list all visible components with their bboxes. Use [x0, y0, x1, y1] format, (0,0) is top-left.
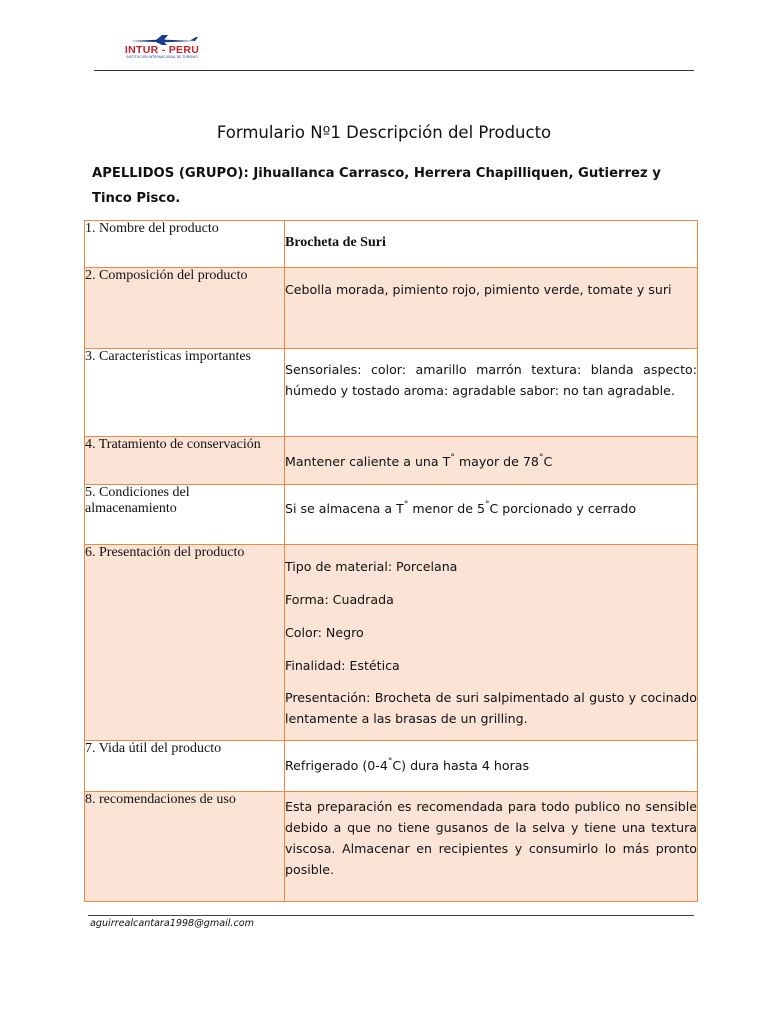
group-members: APELLIDOS (GRUPO): Jihuallanca Carrasco, Herrera Chapilliquen, Gutierrez y Tinco Pisco. [92, 166, 661, 206]
footer-divider [88, 915, 694, 916]
form-row [85, 485, 698, 545]
page-header [94, 34, 694, 71]
storage-text: Si se almacena a T° menor de 5°C porcionado y cerrado [285, 500, 637, 516]
row-label: 8. recomendaciones de uso [85, 792, 285, 902]
row-value [285, 741, 698, 792]
presentation-list [285, 545, 697, 729]
list-item: Color: Negro [285, 625, 364, 640]
list-item: Forma: Cuadrada [285, 592, 394, 607]
row-value [285, 485, 698, 545]
list-item: Finalidad: Estética [285, 658, 400, 673]
characteristics-text: Sensoriales: color: amarillo marrón textura: blanda aspecto: húmedo y tostado aroma: agradable sabor: no tan agradable. [285, 362, 697, 398]
form-row [85, 268, 698, 349]
form-row [85, 349, 698, 437]
row-label: 3. Características importantes [85, 349, 285, 437]
list-item: Presentación: Brocheta de suri salpimentado al gusto y cocinado lentamente a las brasas de un grilling. [285, 690, 697, 726]
row-label: 6. Presentación del producto [85, 545, 285, 741]
form-row [85, 221, 698, 268]
row-label: 5. Condiciones del almacenamiento [85, 485, 285, 545]
row-value [285, 268, 698, 349]
composition-text: Cebolla morada, pimiento rojo, pimiento verde, tomate y suri [285, 282, 672, 297]
row-value [285, 221, 698, 268]
footer-email: aguirrealcantara1998@gmail.com [90, 918, 254, 929]
shelf-life-text: Refrigerado (0-4°C) dura hasta 4 horas [285, 757, 530, 773]
document-title: Formulario Nº1 Descripción del Producto [216, 123, 552, 142]
row-value [285, 545, 698, 741]
form-row [85, 545, 698, 741]
row-value [285, 792, 698, 902]
form-row [85, 741, 698, 792]
intur-peru-logo [112, 34, 212, 64]
product-name: Brocheta de Suri [285, 235, 386, 250]
recommendations-text: Esta preparación es recomendada para todo publico no sensible debido a que no tiene gusanos de la selva y tiene una textura viscosa. Almacenar en recipientes y consumirlo lo más pronto posible. [285, 799, 697, 877]
form-row [85, 437, 698, 485]
logo-text: INTUR - PERU [124, 44, 200, 56]
list-item: Tipo de material: Porcelana [285, 559, 458, 574]
form-row [85, 792, 698, 902]
product-form-table [84, 220, 698, 902]
row-label: 2. Composición del producto [85, 268, 285, 349]
conservation-text: Mantener caliente a una T° mayor de 78°C [285, 453, 553, 469]
row-label: 1. Nombre del producto [85, 221, 285, 268]
logo-subtitle: INSTITUCIÓN INTERNACIONAL DE TURISMO [126, 55, 198, 59]
row-label: 4. Tratamiento de conservación [85, 437, 285, 485]
row-label: 7. Vida útil del producto [85, 741, 285, 792]
row-value [285, 437, 698, 485]
row-value [285, 349, 698, 437]
